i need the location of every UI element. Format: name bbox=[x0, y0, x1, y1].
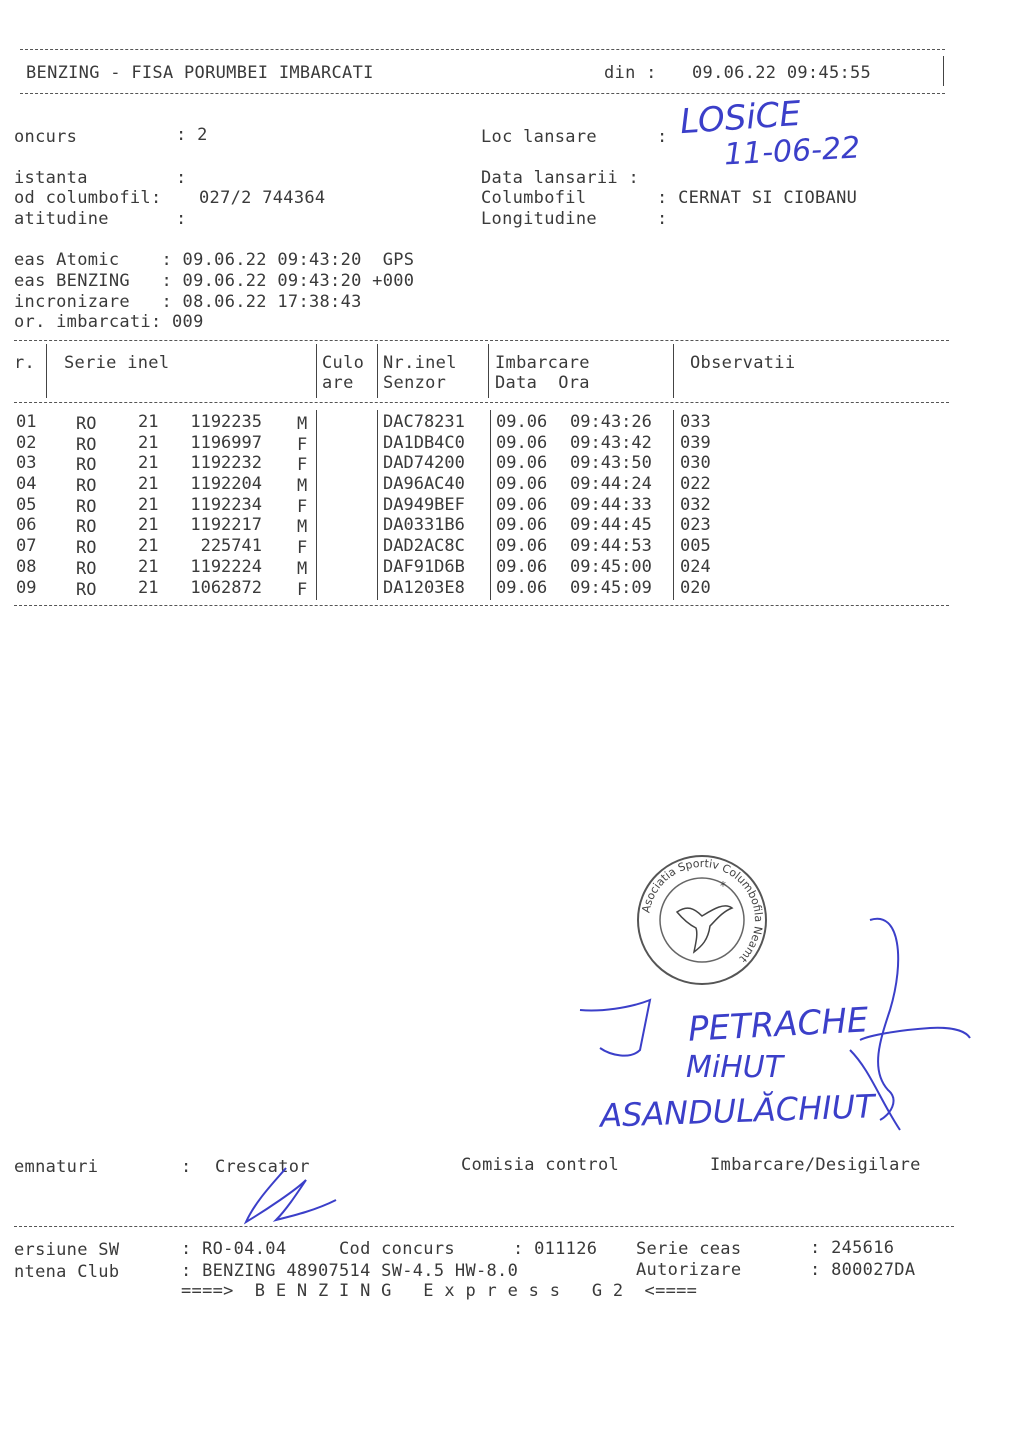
cell-time: 09:44:45 bbox=[570, 515, 652, 536]
cell-sex: F bbox=[297, 455, 308, 476]
cell-obs: 020 bbox=[680, 577, 711, 598]
column-sensor bbox=[383, 412, 465, 598]
comisia-label: Comisia control bbox=[461, 1155, 620, 1175]
cell-ring: 1062872 bbox=[190, 577, 262, 598]
cell-nr: 03 bbox=[16, 453, 37, 474]
th-nrinel-1: Nr.inel bbox=[383, 353, 457, 373]
cell-country: RO bbox=[76, 476, 97, 497]
cod-concurs-value: : 011126 bbox=[513, 1239, 598, 1259]
th-culoare-1: Culo bbox=[322, 353, 365, 373]
cell-time: 09:44:33 bbox=[570, 494, 652, 515]
cell-sensor: DA1203E8 bbox=[383, 577, 465, 598]
cell-year: 21 bbox=[138, 577, 159, 598]
cell-date: 09.06 bbox=[496, 474, 548, 495]
cell-time: 09:45:09 bbox=[570, 577, 652, 598]
cell-time: 09:44:53 bbox=[570, 536, 652, 557]
cell-sex: F bbox=[297, 496, 308, 517]
cell-obs: 039 bbox=[680, 432, 711, 453]
col-sep-culoare-body bbox=[377, 410, 378, 600]
cell-sex: F bbox=[297, 579, 308, 600]
cell-ring: 225741 bbox=[200, 536, 262, 557]
cell-ring: 1192224 bbox=[190, 556, 262, 577]
cell-time: 09:44:24 bbox=[570, 474, 652, 495]
distanta-label: istanta bbox=[14, 168, 88, 188]
column-time bbox=[570, 412, 652, 598]
cell-year: 21 bbox=[138, 453, 159, 474]
nr-imbarcati: or. imbarcati: 009 bbox=[14, 312, 204, 332]
th-observatii: Observatii bbox=[690, 353, 796, 373]
longitudine-value: : bbox=[657, 209, 668, 229]
header-right-border bbox=[943, 56, 944, 86]
columbofil-value: : CERNAT SI CIOBANU bbox=[657, 188, 858, 208]
col-sep-nr bbox=[46, 344, 47, 398]
cell-country: RO bbox=[76, 558, 97, 579]
clock-atomic: eas Atomic : 09.06.22 09:43:20 GPS bbox=[14, 250, 415, 270]
col-sep-serie-body bbox=[316, 410, 317, 600]
cell-obs: 030 bbox=[680, 453, 711, 474]
cod-concurs-label: Cod concurs bbox=[339, 1239, 455, 1259]
cell-nr: 07 bbox=[16, 536, 37, 557]
cell-obs: 033 bbox=[680, 412, 711, 432]
cell-nr: 01 bbox=[16, 412, 37, 432]
cell-obs: 005 bbox=[680, 536, 711, 557]
col-sep-senzor-body bbox=[490, 410, 491, 600]
cell-date: 09.06 bbox=[496, 412, 548, 432]
cell-year: 21 bbox=[138, 474, 159, 495]
cell-country: RO bbox=[76, 496, 97, 517]
cell-date: 09.06 bbox=[496, 432, 548, 453]
header-bottom-rule bbox=[20, 93, 945, 94]
cell-ring: 1196997 bbox=[190, 432, 262, 453]
cell-country: RO bbox=[76, 455, 97, 476]
column-year bbox=[138, 412, 158, 598]
autorizare-value: : 800027DA bbox=[810, 1260, 916, 1280]
handwritten-location: LOSiCE bbox=[678, 93, 803, 143]
signature-name-2: MiHUT bbox=[686, 1050, 784, 1085]
th-nrinel-2: Senzor bbox=[383, 373, 447, 393]
cell-sex: M bbox=[297, 517, 308, 538]
cell-obs: 032 bbox=[680, 494, 711, 515]
cell-obs: 024 bbox=[680, 556, 711, 577]
stamp-text: Asociatia Sportiv Columbofila Neamt bbox=[639, 856, 766, 966]
column-nr bbox=[16, 412, 36, 598]
cell-date: 09.06 bbox=[496, 515, 548, 536]
versiune-value: : RO-04.04 bbox=[181, 1239, 287, 1259]
col-sep-serie bbox=[316, 344, 317, 398]
col-sep-culoare bbox=[377, 344, 378, 398]
cell-obs: 023 bbox=[680, 515, 711, 536]
serie-ceas-value: : 245616 bbox=[810, 1238, 895, 1258]
benzing-brand: ====> B E N Z I N G E x p r e s s G 2 <==== bbox=[181, 1281, 698, 1301]
column-sex bbox=[297, 414, 307, 600]
th-culoare-2: are bbox=[322, 373, 354, 393]
loc-lansare-label: Loc lansare bbox=[481, 127, 597, 147]
longitudine-label: Longitudine bbox=[481, 209, 597, 229]
semnaturi-label: emnaturi bbox=[14, 1157, 99, 1177]
handwritten-launch-date: 11-06-22 bbox=[723, 130, 861, 173]
col-sep-imbarcare bbox=[673, 344, 674, 398]
cell-sensor: DA949BEF bbox=[383, 494, 465, 515]
cell-time: 09:43:50 bbox=[570, 453, 652, 474]
cod-columbofil-value: 027/2 744364 bbox=[199, 188, 326, 208]
signature-name-3: ASANDULĂCHIUT bbox=[599, 1087, 876, 1135]
cell-obs: 022 bbox=[680, 474, 711, 495]
cell-nr: 02 bbox=[16, 432, 37, 453]
cell-sex: M bbox=[297, 476, 308, 497]
clock-sincronizare: incronizare : 08.06.22 17:38:43 bbox=[14, 292, 362, 312]
cell-ring: 1192204 bbox=[190, 474, 262, 495]
antena-value: : BENZING 48907514 SW-4.5 HW-8.0 bbox=[181, 1261, 519, 1281]
cell-nr: 08 bbox=[16, 556, 37, 577]
cell-sensor: DAD2AC8C bbox=[383, 536, 465, 557]
cell-nr: 09 bbox=[16, 577, 37, 598]
loc-lansare-colon: : bbox=[657, 127, 668, 147]
cell-nr: 06 bbox=[16, 515, 37, 536]
columbofil-label: Columbofil bbox=[481, 188, 587, 208]
cell-year: 21 bbox=[138, 556, 159, 577]
cell-country: RO bbox=[76, 434, 97, 455]
signature-name-1: PETRACHE bbox=[687, 1000, 870, 1050]
cell-time: 09:43:42 bbox=[570, 432, 652, 453]
cell-ring: 1192232 bbox=[190, 453, 262, 474]
cell-country: RO bbox=[76, 579, 97, 600]
cell-date: 09.06 bbox=[496, 577, 548, 598]
svg-text:*: * bbox=[720, 879, 726, 893]
autorizare-label: Autorizare bbox=[636, 1260, 742, 1280]
crescator-label: Crescator bbox=[215, 1157, 310, 1177]
cell-ring: 1192217 bbox=[190, 515, 262, 536]
cell-sensor: DAC78231 bbox=[383, 412, 465, 432]
serie-ceas-label: Serie ceas bbox=[636, 1239, 742, 1259]
cell-sex: M bbox=[297, 414, 308, 434]
cell-nr: 05 bbox=[16, 494, 37, 515]
cell-year: 21 bbox=[138, 432, 159, 453]
cell-sensor: DA96AC40 bbox=[383, 474, 465, 495]
cell-date: 09.06 bbox=[496, 494, 548, 515]
semnaturi-colon: : bbox=[181, 1157, 192, 1177]
table-header-rule bbox=[14, 402, 949, 403]
cell-date: 09.06 bbox=[496, 556, 548, 577]
distanta-value: : bbox=[176, 168, 187, 188]
footer-rule bbox=[14, 1226, 954, 1227]
cell-sensor: DAF91D6B bbox=[383, 556, 465, 577]
cell-date: 09.06 bbox=[496, 453, 548, 474]
cell-year: 21 bbox=[138, 536, 159, 557]
column-country bbox=[76, 414, 96, 600]
cell-sensor: DAD74200 bbox=[383, 453, 465, 474]
col-sep-senzor bbox=[488, 344, 489, 398]
concurs-value: : 2 bbox=[176, 125, 208, 145]
table-top-rule bbox=[14, 340, 949, 341]
cod-columbofil-label: od columbofil: bbox=[14, 188, 162, 208]
cell-sex: M bbox=[297, 558, 308, 579]
imbarcare-label: Imbarcare/Desigilare bbox=[710, 1155, 921, 1175]
cell-year: 21 bbox=[138, 494, 159, 515]
cell-time: 09:45:00 bbox=[570, 556, 652, 577]
cell-country: RO bbox=[76, 538, 97, 559]
column-obs bbox=[680, 412, 711, 598]
cell-date: 09.06 bbox=[496, 536, 548, 557]
header-din-label: din : bbox=[604, 63, 657, 83]
th-serie-inel: Serie inel bbox=[64, 353, 170, 373]
column-ring bbox=[174, 412, 262, 598]
col-sep-imbarcare-body bbox=[673, 410, 674, 600]
versiune-label: ersiune SW bbox=[14, 1240, 120, 1260]
cell-ring: 1192235 bbox=[190, 412, 262, 432]
clock-benzing: eas BENZING : 09.06.22 09:43:20 +000 bbox=[14, 271, 415, 291]
header-top-rule bbox=[20, 49, 945, 50]
cell-sex: F bbox=[297, 538, 308, 559]
cell-year: 21 bbox=[138, 412, 159, 432]
th-nr: r. bbox=[14, 353, 36, 373]
th-imbarcare-2: Data Ora bbox=[495, 373, 590, 393]
cell-country: RO bbox=[76, 517, 97, 538]
cell-sensor: DA0331B6 bbox=[383, 515, 465, 536]
cell-country: RO bbox=[76, 414, 97, 434]
data-lansarii-label: Data lansarii : bbox=[481, 168, 640, 188]
header-din-value: 09.06.22 09:45:55 bbox=[692, 63, 872, 83]
cell-sex: F bbox=[297, 434, 308, 455]
latitudine-label: atitudine bbox=[14, 209, 109, 229]
concurs-label: oncurs bbox=[14, 127, 78, 147]
cell-ring: 1192234 bbox=[190, 494, 262, 515]
latitudine-value: : bbox=[176, 209, 187, 229]
column-date bbox=[496, 412, 547, 598]
th-imbarcare-1: Imbarcare bbox=[495, 353, 590, 373]
cell-nr: 04 bbox=[16, 474, 37, 495]
header-title: BENZING - FISA PORUMBEI IMBARCATI bbox=[26, 63, 374, 83]
crescator-signature bbox=[236, 1160, 346, 1230]
antena-label: ntena Club bbox=[14, 1262, 120, 1282]
cell-time: 09:43:26 bbox=[570, 412, 652, 432]
table-bottom-rule bbox=[14, 605, 949, 606]
cell-year: 21 bbox=[138, 515, 159, 536]
cell-sensor: DA1DB4C0 bbox=[383, 432, 465, 453]
